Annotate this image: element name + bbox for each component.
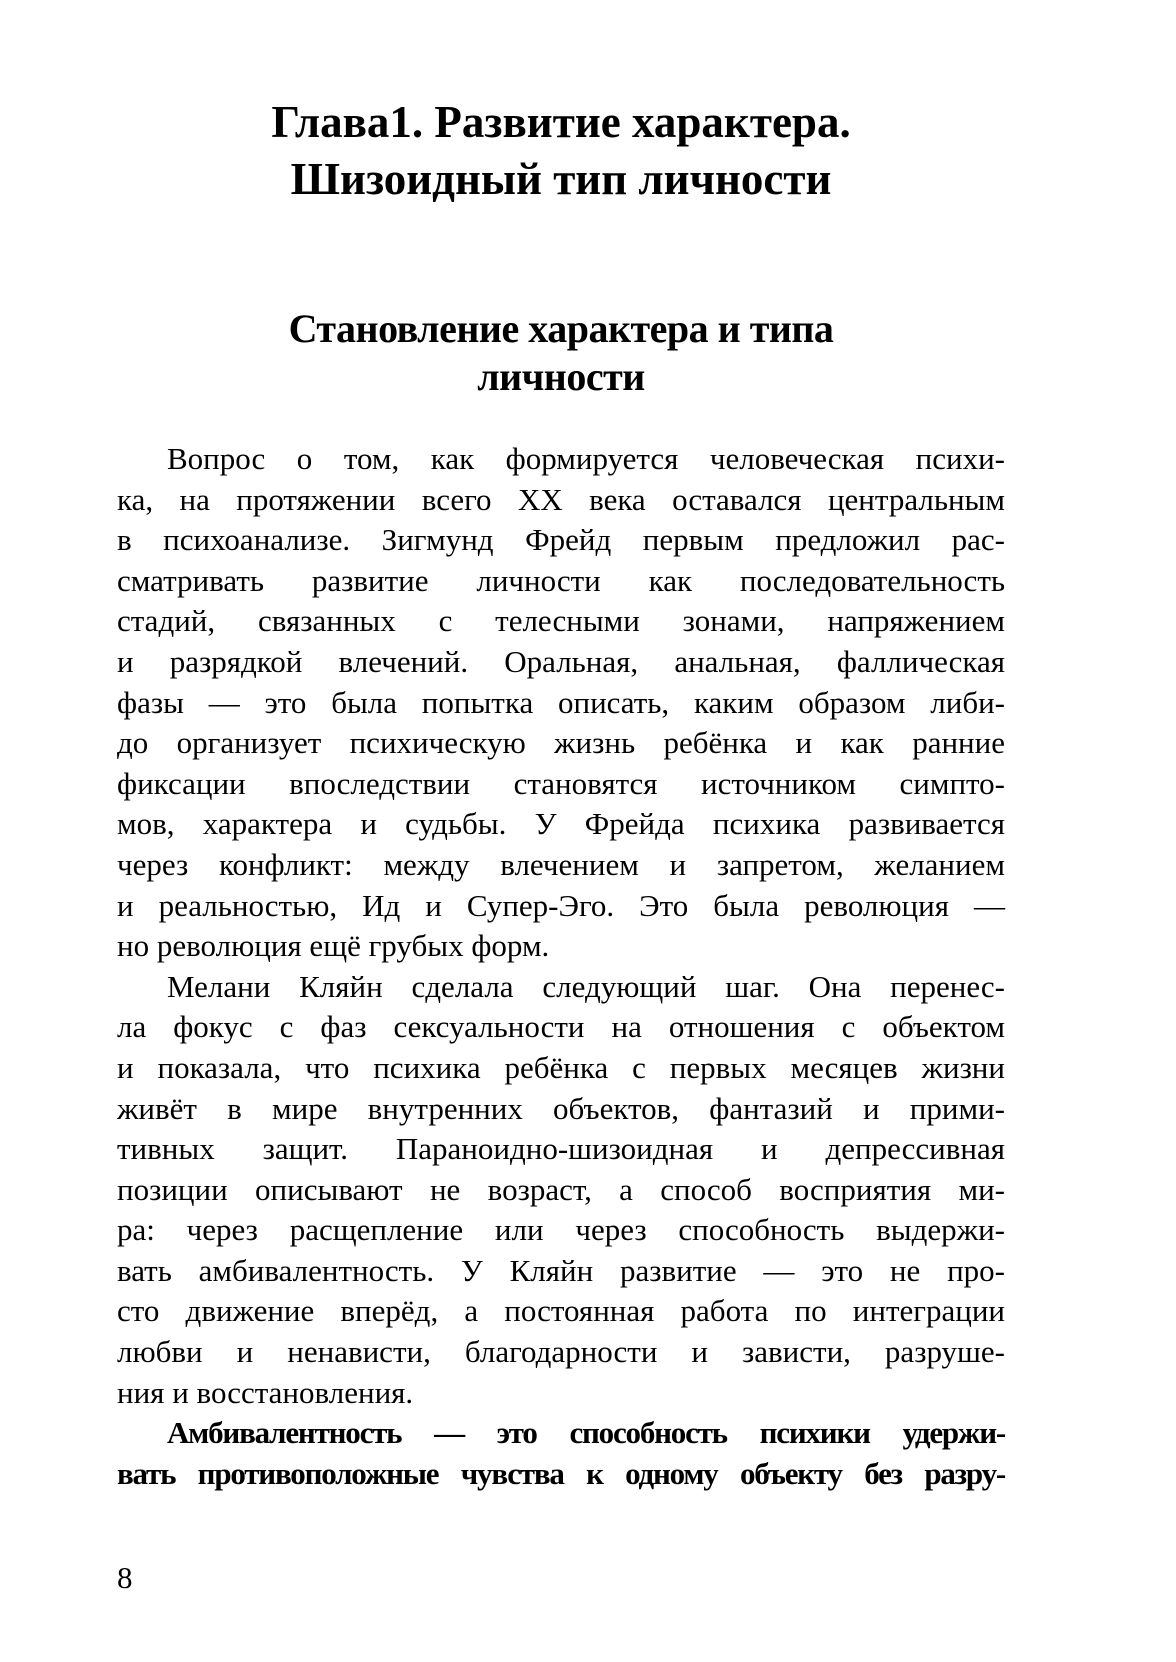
page-number: 8 [117,1560,133,1595]
heading-line: Шизоидный тип личности [290,154,832,204]
text-line: и реальностью, Ид и Супер-Эго. Это была революция — [117,887,1005,923]
text-line: мов, характера и судьбы. У Фрейда психика развивается [117,806,1005,842]
text-line: сматривать развитие личности как последовательность [117,562,1005,598]
text-line: вать амбивалентность. У Кляйн развитие — это не про- [117,1252,1005,1288]
text-line: живёт в мире внутренних объектов, фантазий и прими- [117,1090,1005,1126]
text-line: Амбивалентность — это способность психики удержи- [167,1415,1005,1451]
text-line: вать противоположные чувства к одному объекту без разру- [117,1455,1005,1491]
text-line: ла фокус с фаз сексуальности на отношения с объектом [117,1009,1005,1045]
text-line: ра: через расщепление или через способность выдержи- [117,1212,1005,1248]
text-line: ния и восстановления. [117,1374,414,1410]
text-line: тивных защит. Параноидно-шизоидная и депрессивная [117,1131,1005,1167]
heading-line: Глава1. Развитие характера. [271,97,851,147]
text-line: любви и ненависти, благодарности и зависти, разруше- [117,1334,1005,1370]
text-line: до организует психическую жизнь ребёнка и как ранние [117,725,1005,761]
chapter-title [117,0,1005,208]
paragraph [117,1413,1005,1494]
paragraph [117,439,1005,967]
text-line: в психоанализе. Зигмунд Фрейд первым предложил рас- [117,522,1005,558]
heading-line: личности [477,354,645,399]
text-line: но революция ещё грубых форм. [117,928,550,964]
text-line: Мелани Кляйн сделала следующий шаг. Она перенес- [167,968,1005,1004]
text-line: ка, на протяжении всего XX века оставался центральным [117,481,1005,517]
text-line: позиции описывают не возраст, а способ восприятия ми- [117,1171,1005,1207]
heading-line: Становление характера и типа [288,306,834,351]
paragraph [117,967,1005,1414]
body-text [117,401,1005,1494]
text-line: фазы — это была попытка описать, каким образом либи- [117,684,1005,720]
text-line: фиксации впоследствии становятся источником симпто- [117,765,1005,801]
text-line: и разрядкой влечений. Оральная, анальная, фаллическая [117,643,1005,679]
section-heading [117,305,1005,401]
text-line: Вопрос о том, как формируется человеческая психи- [167,441,1005,476]
text-line: стадий, связанных с телесными зонами, напряжением [117,603,1005,639]
text-line: и показала, что психика ребёнка с первых месяцев жизни [117,1049,1005,1085]
text-line: через конфликт: между влечением и запретом, желанием [117,846,1005,882]
text-line: сто движение вперёд, а постоянная работа по интеграции [117,1293,1005,1329]
